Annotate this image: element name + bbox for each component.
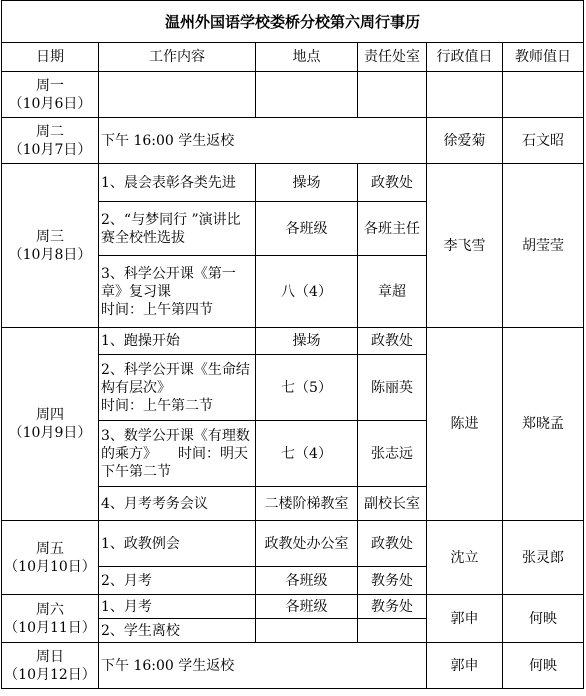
day-date: （10月6日） bbox=[8, 95, 92, 112]
header-content: 工作内容 bbox=[99, 43, 256, 72]
day-label: 周四 bbox=[36, 407, 64, 423]
header-dept: 责任处室 bbox=[358, 43, 427, 72]
day-label: 周五 bbox=[36, 540, 64, 557]
place-cell: 八（4） bbox=[256, 256, 358, 328]
teacher-duty-cell: 郑晓孟 bbox=[503, 328, 584, 521]
day-cell-mon bbox=[2, 72, 99, 118]
teacher-duty-cell: 张灵郎 bbox=[503, 521, 584, 595]
admin-duty-cell: 沈立 bbox=[427, 521, 503, 595]
dept-cell: 副校长室 bbox=[358, 487, 427, 521]
admin-duty-cell: 郭申 bbox=[427, 643, 503, 689]
day-label: 周日 bbox=[36, 648, 64, 665]
place-cell: 各班级 bbox=[256, 202, 358, 256]
admin-duty-cell: 徐爱菊 bbox=[427, 118, 503, 164]
place-cell bbox=[256, 619, 358, 643]
admin-duty-cell: 李飞雪 bbox=[427, 164, 503, 328]
day-label: 周二 bbox=[36, 123, 64, 140]
content-cell: 3、数学公开课《有理数的乘方》 时间：明天下午第二节 bbox=[99, 421, 256, 487]
day-date: （10月11日） bbox=[4, 619, 96, 636]
day-cell-fri bbox=[2, 521, 99, 595]
header-teacher-duty: 教师值日 bbox=[503, 43, 584, 72]
day-cell-sun bbox=[2, 643, 99, 689]
dept-cell: 政教处 bbox=[358, 328, 427, 355]
dept-cell: 教务处 bbox=[358, 567, 427, 595]
teacher-duty-cell: 石文昭 bbox=[503, 118, 584, 164]
header-place: 地点 bbox=[256, 43, 358, 72]
content-cell bbox=[99, 72, 256, 118]
teacher-duty-cell: 何映 bbox=[503, 595, 584, 643]
content-cell: 4、月考考务会议 bbox=[99, 487, 256, 521]
day-cell-thu bbox=[2, 328, 99, 521]
day-date: （10月7日） bbox=[8, 141, 92, 158]
day-label: 周六 bbox=[36, 601, 64, 618]
admin-duty-cell: 郭申 bbox=[427, 595, 503, 643]
admin-duty-cell bbox=[427, 72, 503, 118]
header-admin-duty: 行政值日 bbox=[427, 43, 503, 72]
day-date: （10月8日） bbox=[8, 246, 92, 263]
header-date: 日期 bbox=[2, 43, 99, 72]
content-cell: 2、学生离校 bbox=[99, 619, 256, 643]
teacher-duty-cell bbox=[503, 72, 584, 118]
place-cell: 操场 bbox=[256, 328, 358, 355]
content-cell: 2、科学公开课《生命结构有层次》 时间：上午第二节 bbox=[99, 355, 256, 421]
day-label: 周三 bbox=[36, 228, 64, 245]
day-date: （10月9日） bbox=[8, 425, 92, 441]
content-cell: 2、月考 bbox=[99, 567, 256, 595]
place-cell: 各班级 bbox=[256, 595, 358, 619]
content-cell: 1、月考 bbox=[99, 595, 256, 619]
teacher-duty-cell: 何映 bbox=[503, 643, 584, 689]
content-cell: 2、“与梦同行 ”演讲比赛全校性选拔 bbox=[99, 202, 256, 256]
dept-cell: 教务处 bbox=[358, 595, 427, 619]
place-cell: 各班级 bbox=[256, 567, 358, 595]
dept-cell: 政教处 bbox=[358, 521, 427, 567]
day-cell-wed bbox=[2, 164, 99, 328]
day-cell-tue bbox=[2, 118, 99, 164]
content-cell: 3、科学公开课《第一章》复习课 时间：上午第四节 bbox=[99, 256, 256, 328]
teacher-duty-cell: 胡莹莹 bbox=[503, 164, 584, 328]
schedule-title: 温州外国语学校娄桥分校第六周行事历 bbox=[2, 1, 584, 43]
day-label: 周一 bbox=[36, 77, 64, 94]
content-cell: 1、政教例会 bbox=[99, 521, 256, 567]
day-date: （10月10日） bbox=[4, 558, 96, 575]
dept-cell: 章超 bbox=[358, 256, 427, 328]
day-cell-sat bbox=[2, 595, 99, 643]
dept-cell: 陈丽英 bbox=[358, 355, 427, 421]
dept-cell: 政教处 bbox=[358, 164, 427, 202]
place-cell: 七（4） bbox=[256, 421, 358, 487]
place-cell: 政教处办公室 bbox=[256, 521, 358, 567]
dept-cell: 张志远 bbox=[358, 421, 427, 487]
dept-cell: 各班主任 bbox=[358, 202, 427, 256]
admin-duty-cell: 陈进 bbox=[427, 328, 503, 521]
content-cell: 1、晨会表彰各类先进 bbox=[99, 164, 256, 202]
day-date: （10月12日） bbox=[4, 666, 96, 683]
place-cell: 七（5） bbox=[256, 355, 358, 421]
dept-cell bbox=[358, 619, 427, 643]
content-cell: 下午 16:00 学生返校 bbox=[99, 643, 427, 689]
dept-cell bbox=[358, 72, 427, 118]
place-cell bbox=[256, 72, 358, 118]
weekly-schedule-table bbox=[1, 0, 584, 689]
content-cell: 1、跑操开始 bbox=[99, 328, 256, 355]
place-cell: 二楼阶梯教室 bbox=[256, 487, 358, 521]
content-cell: 下午 16:00 学生返校 bbox=[99, 118, 427, 164]
place-cell: 操场 bbox=[256, 164, 358, 202]
